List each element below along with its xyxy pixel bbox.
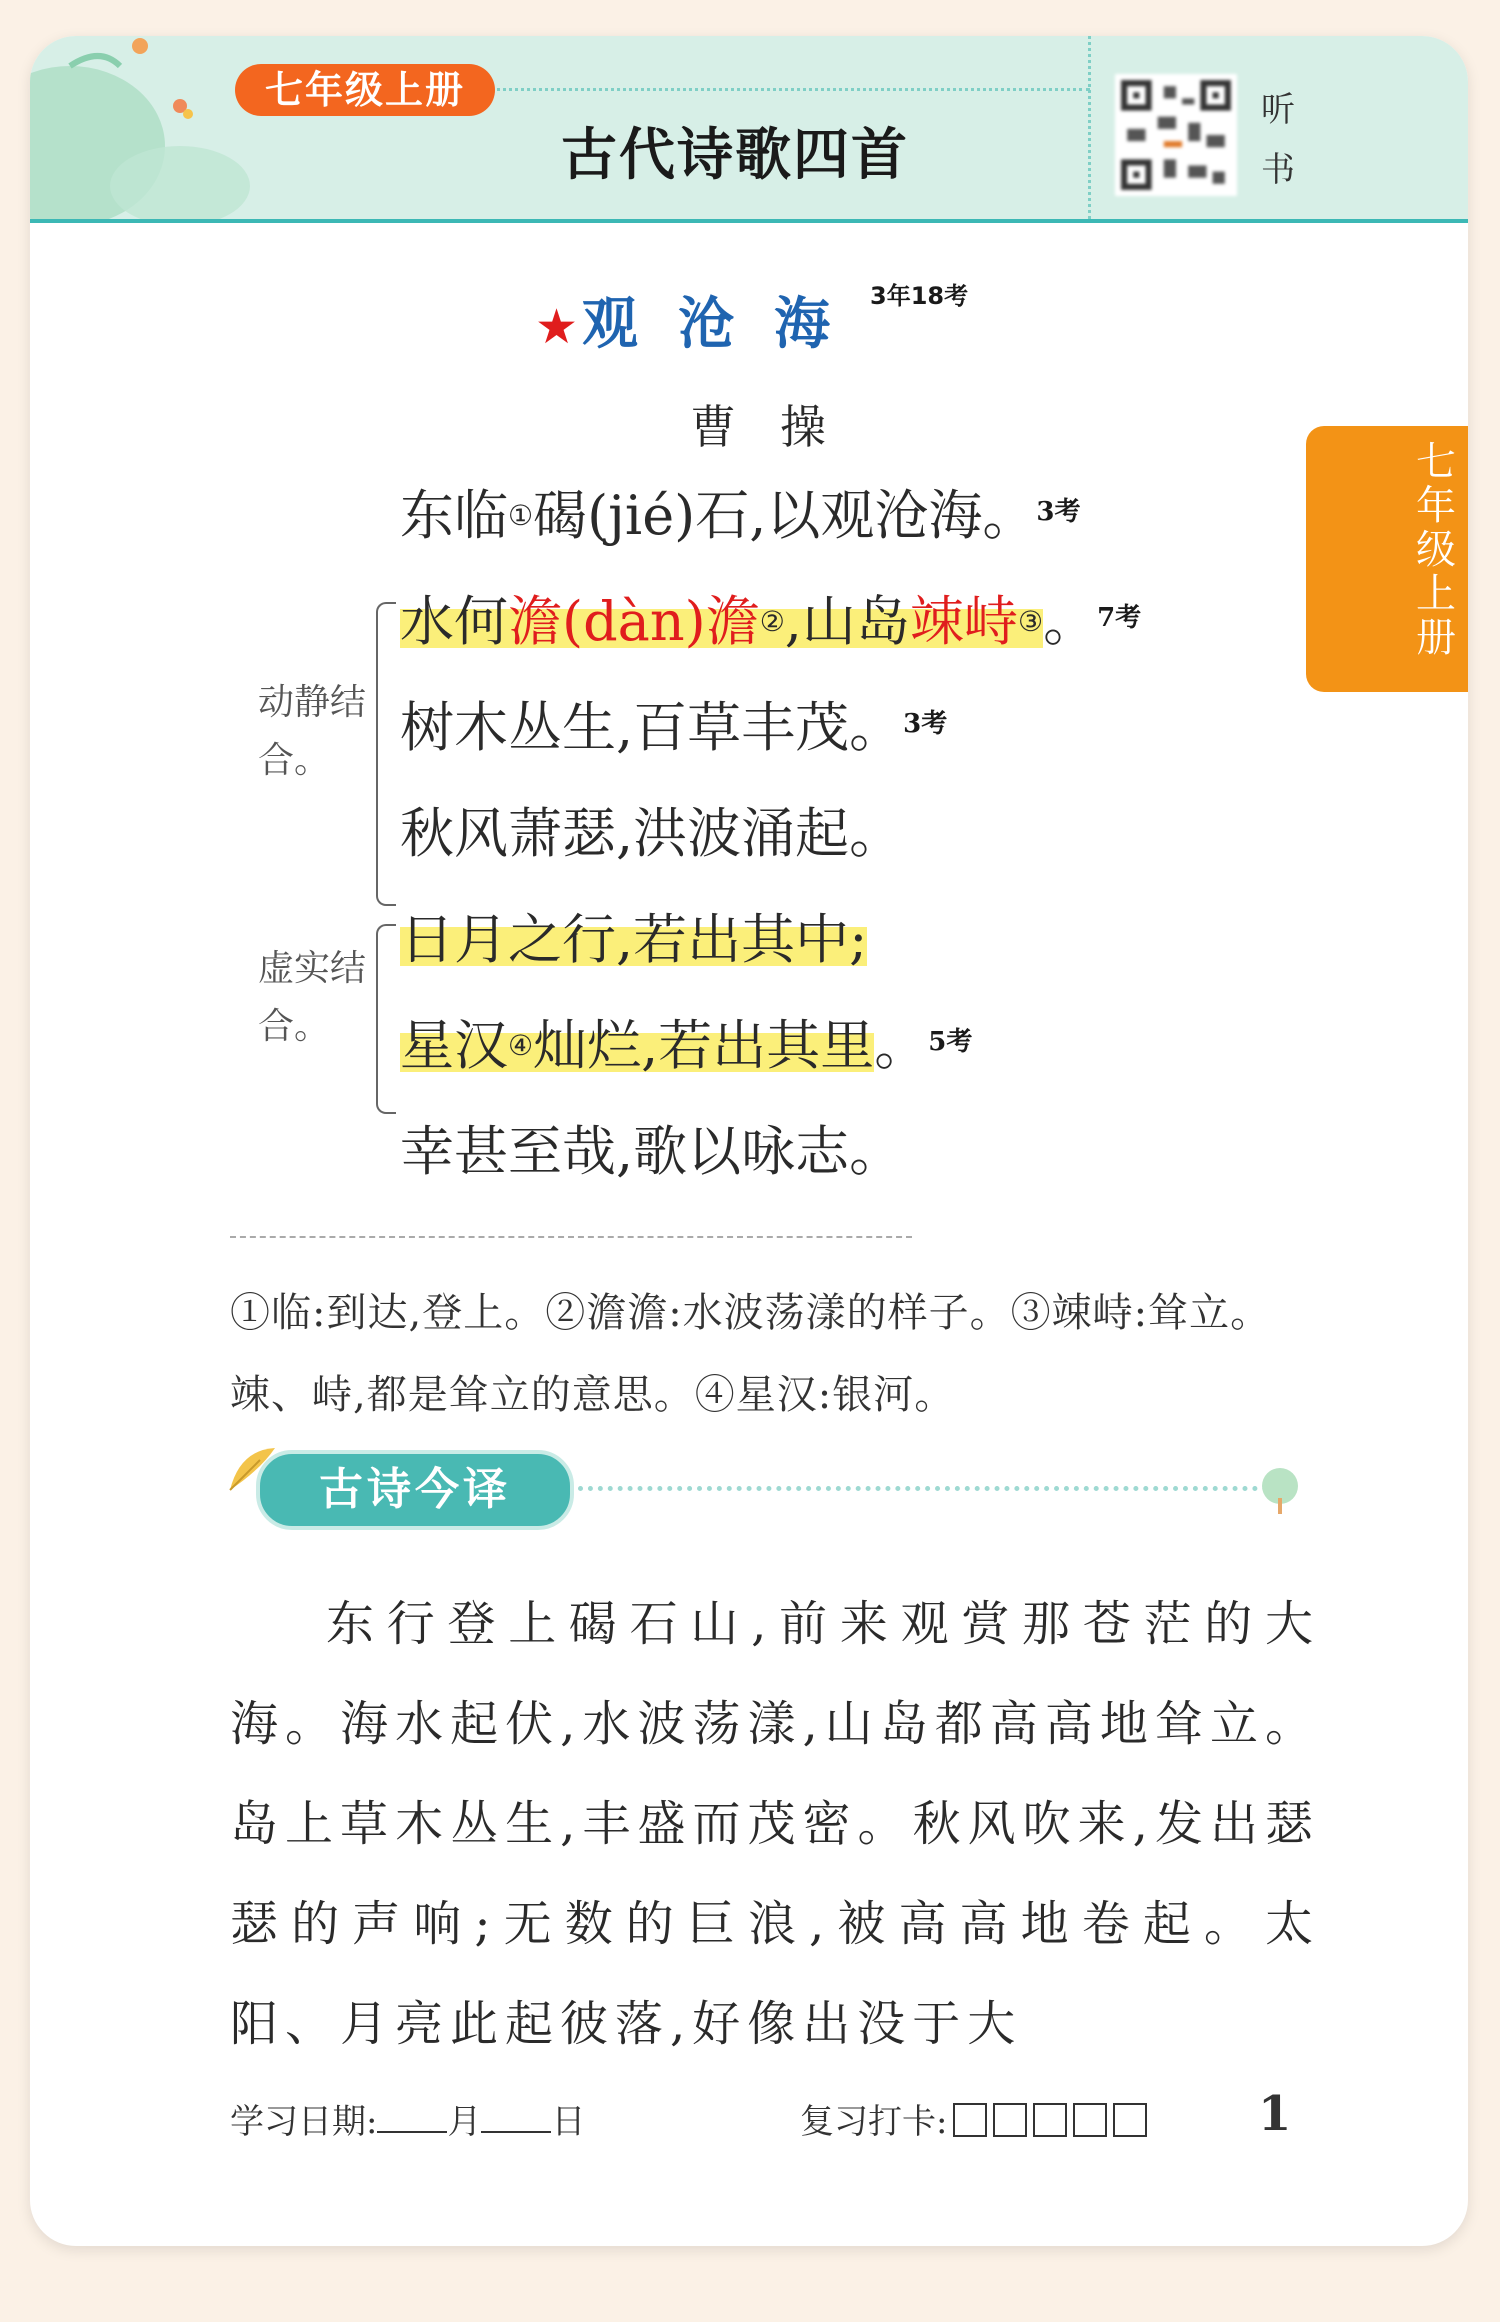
month-blank[interactable] <box>377 2131 447 2133</box>
note-marker: ② <box>759 605 785 638</box>
line-text: 灿烂,若出其里 <box>533 1014 875 1077</box>
side-note-dongjing: 动静结合。 <box>258 682 367 781</box>
page-header <box>30 36 1468 223</box>
review-label: 复习打卡: <box>800 2102 948 2142</box>
star-icon: ★ <box>535 299 579 355</box>
chapter-title: 古代诗歌四首 <box>561 123 909 188</box>
translation-text: 东行登上碣石山,前来观赏那苍茫的大海。海水起伏,水波荡漾,山岛都高高地耸立。岛上草木丛生,丰盛而茂密。秋风吹来,发出瑟瑟的声响;无数的巨浪,被高高地卷起。太阳、月亮此起彼落,好像出没于大 <box>230 1596 1320 2052</box>
poem-line-6 <box>400 1012 972 1080</box>
line-text: 星汉 <box>400 1014 508 1077</box>
tree-icon <box>1258 1466 1302 1516</box>
exam-tag: 3年18考 <box>870 282 969 310</box>
side-note-xushi: 虚实结合。 <box>258 948 367 1047</box>
highlight-span <box>400 1014 874 1077</box>
line-text: 树木丛生,百草丰茂。 <box>400 696 904 759</box>
section-banner-translation: 古诗今译 <box>256 1450 574 1530</box>
exam-count: 3考 <box>1036 497 1081 527</box>
line-text: 秋风萧瑟,洪波涌起。 <box>400 802 904 865</box>
line-text: 碣(jié)石,以观沧海。 <box>533 484 1037 547</box>
line-text: ,山岛 <box>784 590 910 653</box>
date-label: 学习日期: <box>230 2102 378 2142</box>
side-tab-label: 七年级上册 <box>1416 439 1456 661</box>
poem-line-4 <box>400 800 903 868</box>
poem-title <box>535 280 1095 360</box>
review-checkbox[interactable] <box>993 2103 1027 2137</box>
bracket-dongjing <box>376 602 396 906</box>
grade-badge: 七年级上册 <box>235 64 495 116</box>
line-text: 幸甚至哉,歌以咏志。 <box>400 1120 904 1183</box>
leaf-decoration-icon <box>30 36 270 219</box>
review-checkin <box>800 2094 1147 2143</box>
line-text: 东临 <box>400 484 508 547</box>
header-divider <box>1088 36 1091 219</box>
line-text: 。 <box>1043 590 1098 653</box>
review-checkbox[interactable] <box>1073 2103 1107 2137</box>
highlight-span <box>400 590 1043 653</box>
line-text: 。 <box>874 1014 929 1077</box>
exam-count: 5考 <box>928 1027 973 1057</box>
line-text: 日月之行,若出其中; <box>400 908 868 971</box>
book-page <box>30 36 1468 2246</box>
exam-count: 3考 <box>903 709 948 739</box>
footnotes: ①临:到达,登上。②澹澹:水波荡漾的样子。③竦峙:耸立。竦、峙,都是耸立的意思。④星汉:银河。 <box>230 1290 1272 1418</box>
poem-line-2 <box>400 588 1141 656</box>
review-checkbox[interactable] <box>1113 2103 1147 2137</box>
listen-label[interactable]: 听书 <box>1261 90 1295 190</box>
poem-line-5 <box>400 906 867 974</box>
page-number: 1 <box>1258 2086 1292 2142</box>
section-dotted-line <box>578 1486 1268 1491</box>
poem-line-7 <box>400 1118 903 1186</box>
poem-line-1 <box>400 482 1080 550</box>
poem-author: 曹操 <box>690 400 870 454</box>
bracket-xushi <box>376 924 396 1114</box>
key-word: 澹(dàn)澹 <box>508 590 760 653</box>
side-grade-tab[interactable] <box>1306 426 1468 692</box>
day-label: 日 <box>551 2102 586 2142</box>
line-text: 水何 <box>400 590 508 653</box>
note-marker: ① <box>508 499 534 532</box>
poem-line-3 <box>400 694 947 762</box>
review-checkbox[interactable] <box>953 2103 987 2137</box>
poem-title-text: 观沧海 <box>582 292 871 357</box>
notes-separator <box>230 1236 912 1238</box>
note-marker: ③ <box>1017 605 1044 638</box>
note-marker: ④ <box>508 1029 534 1062</box>
study-date <box>230 2094 585 2143</box>
qr-code-icon[interactable] <box>1115 74 1237 196</box>
day-blank[interactable] <box>481 2131 551 2133</box>
page-footer <box>230 2086 1310 2154</box>
exam-count: 7考 <box>1097 603 1142 633</box>
key-word: 竦峙 <box>909 590 1018 653</box>
month-label: 月 <box>447 2102 482 2142</box>
review-checkbox[interactable] <box>1033 2103 1067 2137</box>
